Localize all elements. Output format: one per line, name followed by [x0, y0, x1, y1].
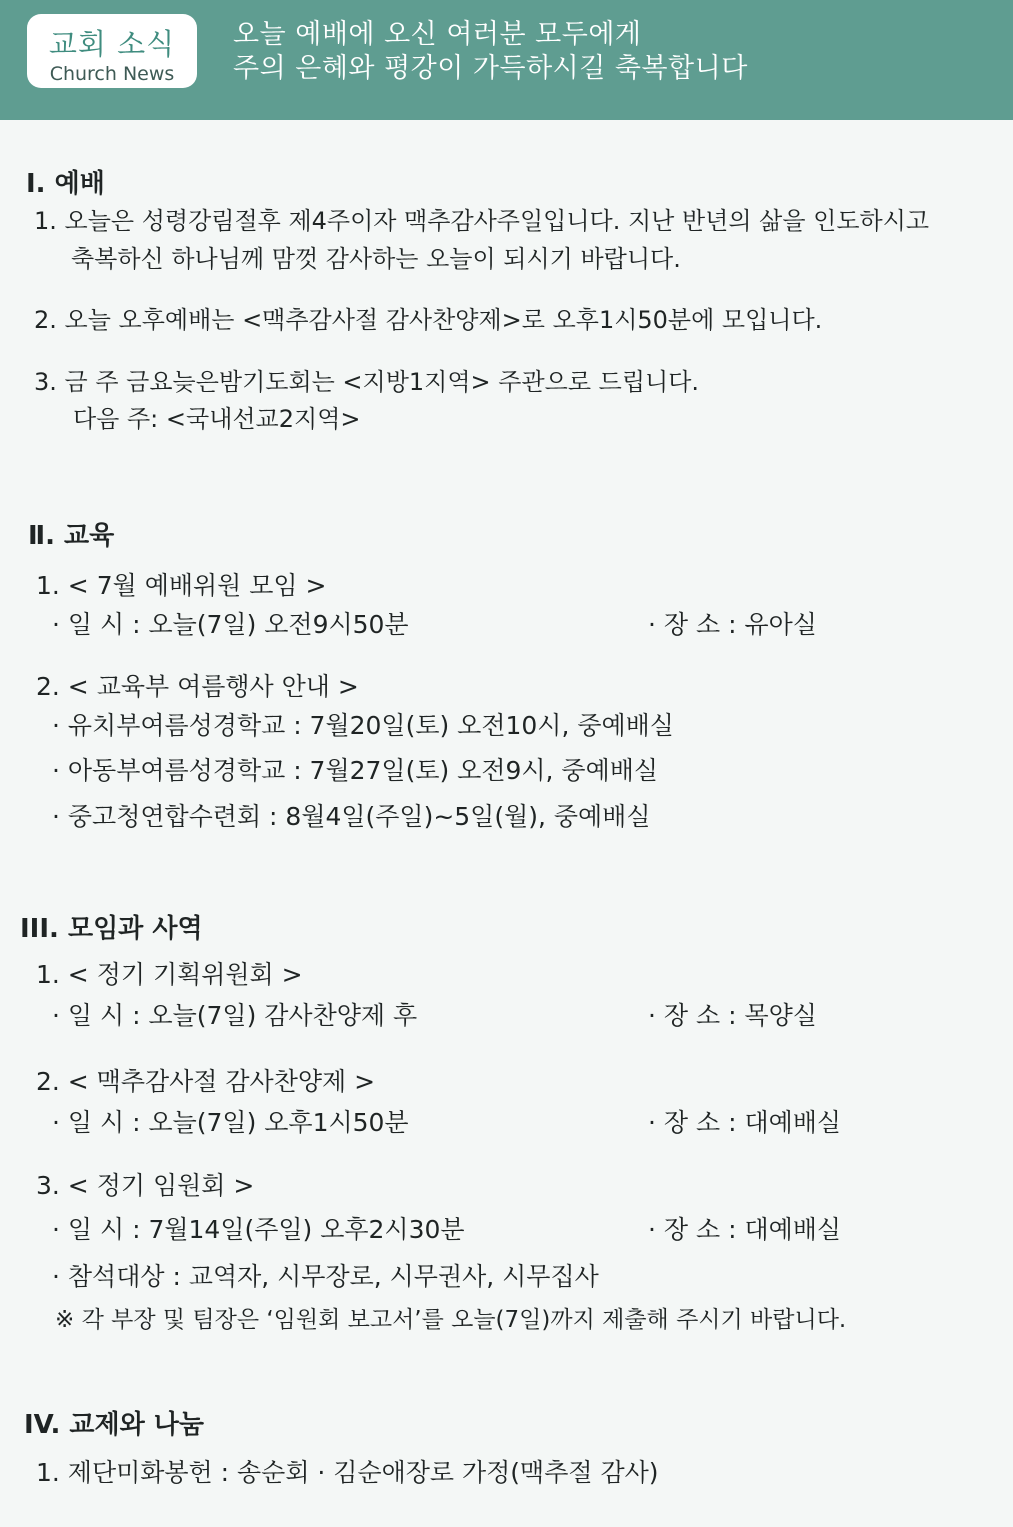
s3-item3-title: 3. < 정기 임원회 > — [36, 1171, 255, 1200]
s3-item2-title: 2. < 맥추감사절 감사찬양제 > — [36, 1067, 376, 1096]
s1-item2: 2. 오늘 오후예배는 <맥추감사절 감사찬양제>로 오후1시50분에 모입니다. — [34, 306, 823, 334]
header-message — [233, 18, 748, 86]
s3-item1-time: · 일 시 : 오늘(7일) 감사찬양제 후 — [52, 1001, 418, 1030]
section-4-title: IV. 교제와 나눔 — [24, 1410, 205, 1440]
section-1-title: Ⅰ. 예배 — [26, 169, 105, 199]
s4-item1: 1. 제단미화봉헌 : 송순회 · 김순애장로 가정(맥추절 감사) — [36, 1458, 659, 1487]
header-message-line-1: 오늘 예배에 오신 여러분 모두에게 — [233, 19, 642, 50]
s2-item2-title: 2. < 교육부 여름행사 안내 > — [36, 672, 359, 701]
s3-item2-place: · 장 소 : 대예배실 — [648, 1108, 842, 1137]
badge-korean-title: 교회 소식 — [48, 27, 176, 61]
s1-item1-line1: 1. 오늘은 성령강림절후 제4주이자 맥추감사주일입니다. 지난 반년의 삶을 인도하시고 — [34, 207, 930, 235]
s3-item2-time: · 일 시 : 오늘(7일) 오후1시50분 — [52, 1108, 409, 1137]
s1-item3-line1: 3. 금 주 금요늦은밤기도회는 <지방1지역> 주관으로 드립니다. — [34, 368, 700, 396]
section-2-title: Ⅱ. 교육 — [28, 521, 115, 551]
s2-item1-place: · 장 소 : 유아실 — [648, 610, 817, 639]
s2-item2-line1: · 유치부여름성경학교 : 7월20일(토) 오전10시, 중예배실 — [52, 711, 674, 740]
badge-english-title: Church News — [49, 63, 175, 85]
s3-item3-time: · 일 시 : 7월14일(주일) 오후2시30분 — [52, 1215, 465, 1244]
s2-item1-time: · 일 시 : 오늘(7일) 오전9시50분 — [52, 610, 409, 639]
s1-item1-line2: 축복하신 하나님께 맘껏 감사하는 오늘이 되시기 바랍니다. — [71, 245, 681, 273]
s2-item2-line3: · 중고청연합수련회 : 8월4일(주일)~5일(월), 중예배실 — [52, 802, 651, 831]
s3-item3-attendees: · 참석대상 : 교역자, 시무장로, 시무권사, 시무집사 — [52, 1262, 599, 1291]
s2-item1-title: 1. < 7월 예배위원 모임 > — [36, 571, 327, 600]
s3-item3-note: ※ 각 부장 및 팀장은 ‘임원회 보고서’를 오늘(7일)까지 제출해 주시기 바랍니다. — [55, 1307, 847, 1333]
s1-item3-line2: 다음 주: <국내선교2지역> — [73, 405, 361, 433]
s3-item1-title: 1. < 정기 기획위원회 > — [36, 960, 303, 989]
s3-item3-place: · 장 소 : 대예배실 — [648, 1215, 842, 1244]
church-news-badge — [27, 14, 197, 88]
s3-item1-place: · 장 소 : 목양실 — [648, 1001, 817, 1030]
s2-item2-line2: · 아동부여름성경학교 : 7월27일(토) 오전9시, 중예배실 — [52, 756, 659, 785]
header-message-line-2: 주의 은혜와 평강이 가득하시길 축복합니다 — [233, 53, 748, 84]
section-3-title: III. 모임과 사역 — [20, 914, 203, 944]
header-banner — [0, 0, 1013, 120]
